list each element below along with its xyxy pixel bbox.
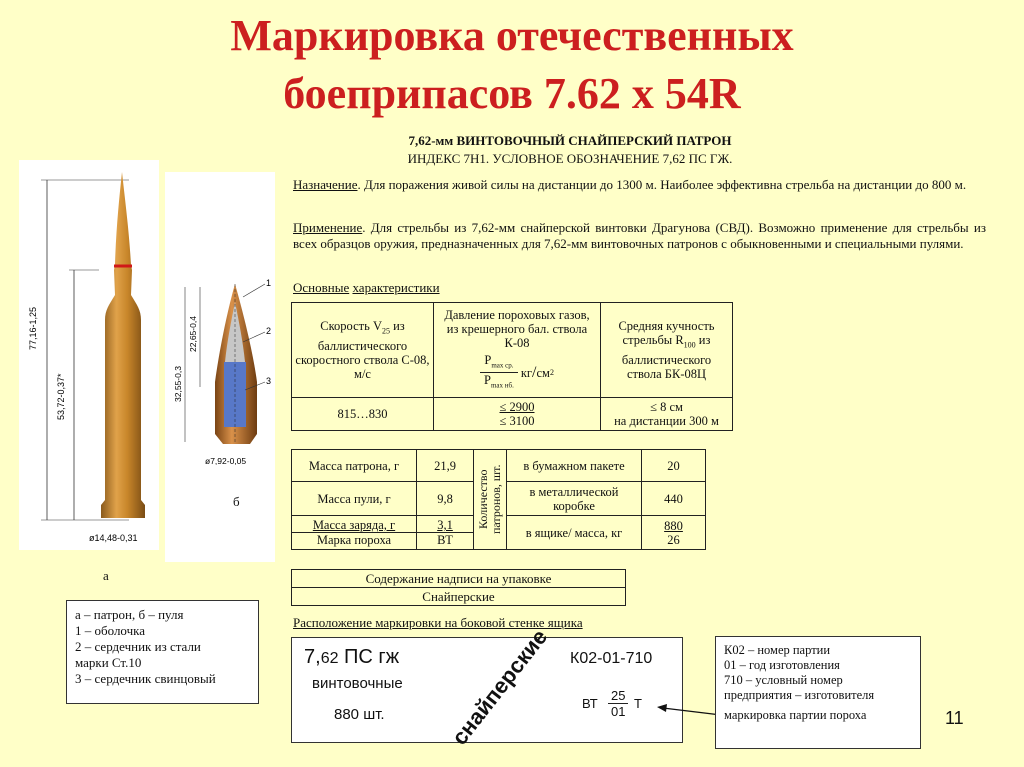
pack-paper-value: 20 [642,450,706,482]
col-speed-header: Скорость $V_{25}$ из баллистического скоростного ствола С-08, м/с [292,303,434,398]
cartridge-name: 7,62-мм ВИНТОВОЧНЫЙ СНАЙПЕРСКИЙ ПАТРОН [408,133,732,148]
box-marking-label: Расположение маркировки на боковой стенке ящика [293,615,583,630]
bullet-mass-label: Масса пули, г [292,482,417,516]
pack-box-value: 880 26 [642,516,706,550]
bullet-figure [165,172,275,562]
mass-table [291,449,706,550]
accuracy-value: ≤ 8 см на дистанции 300 м [601,398,733,431]
callout-2: 2 [266,326,272,336]
figure-label-b: б [233,494,240,509]
characteristics-label: Основные характеристики [293,280,440,295]
characteristics-table [291,302,733,431]
application-label: Применение [293,220,363,235]
purpose-text: . Для поражения живой силы на дистанции до 1300 м. Наиболее эффективна стрельба на дистанции до 800 м. [357,177,967,192]
application-paragraph [293,220,986,252]
pack-inscription-table [291,569,626,606]
pack-inscription-header: Содержание надписи на упаковке [292,570,626,588]
box-powder-brand: ВТ [582,696,598,711]
pack-paper-label: в бумажном пакете [507,450,642,482]
callout-1: 1 [266,278,272,288]
pack-inscription-value: Снайперские [292,588,626,606]
box-type: винтовочные [312,675,403,692]
charge-label-cell: Масса заряда, г Марка пороха [292,516,417,550]
bullet-length-2-text: 32,55-0,3 [173,366,183,402]
page-title-line2: боеприпасов 7.62 х 54R [283,69,741,118]
box-sniper-diagonal: снайперские [446,624,553,750]
box-caliber: 7,62 ПС гж [304,646,400,668]
cartridge-mass-label: Масса патрона, г [292,450,417,482]
pack-box-label: в ящике/ масса, кг [507,516,642,550]
cartridge-figure [19,160,159,550]
pack-metal-value: 440 [642,482,706,516]
dim-case-text: 53,72-0,37* [56,373,66,420]
page-number: 11 [945,708,964,728]
cartridge-body [101,172,145,518]
figure-label-a: а [103,568,109,583]
purpose-label: Назначение [293,177,358,192]
cartridge-mass-value: 21,9 [417,450,474,482]
bullet-mass-value: 9,8 [417,482,474,516]
callout-3: 3 [266,376,272,386]
speed-value: 815…830 [292,398,434,431]
dim-base-text: ø14,48-0,31 [89,533,138,543]
box-marking [291,624,683,750]
box-lot-code: К02-01-710 [570,650,653,667]
box-powder-t: Т [634,696,642,711]
box-powder-fraction: 25 01 [608,688,628,719]
bullet-dia-text: ø7,92-0,05 [205,456,247,466]
box-count: 880 шт. [334,706,385,723]
purpose-paragraph [293,177,986,193]
pressure-value: ≤ 2900 ≤ 3100 [434,398,601,431]
lot-note: К02 – номер партии 01 – год изготовления 710 – условный номер предприятия – изготовителя маркировка партии пороха [715,636,921,749]
cartridge-index: ИНДЕКС 7Н1. УСЛОВНОЕ ОБОЗНАЧЕНИЕ 7,62 ПС ГЖ. [407,151,733,166]
col-pressure-header: Давление пороховых газов, из крешерного бал. ствола К-08 $P_{max ср.}$ $P_{max нб.}$ кг / см 2 [434,303,601,398]
quantity-vertical-label: Количество патронов, шт. [474,450,507,550]
application-text: . Для стрельбы из 7,62-мм снайперской винтовки Драгунова (СВД). Возможно применение для стрельбы из всех образцов оружия, предназначенных для 7,62-мм винтовочных патронов с обыкновенными и специальными пулями. [293,220,986,251]
charge-value-cell: 3,1 ВТ [417,516,474,550]
col-accuracy-header: Средняя кучность стрельбы $R_{100}$ из баллистического ствола БК-08Ц [601,303,733,398]
pack-metal-label: в металлической коробке [507,482,642,516]
page-title-line1: Маркировка отечественных [230,11,794,60]
dim-total-text: 77,16-1,25 [28,306,38,350]
bullet-length-1-text: 22,65-0,4 [188,316,198,352]
figure-legend: а – патрон, б – пуля 1 – оболочка 2 – сердечник из стали марки Ст.10 3 – сердечник свинцовый [66,600,259,704]
